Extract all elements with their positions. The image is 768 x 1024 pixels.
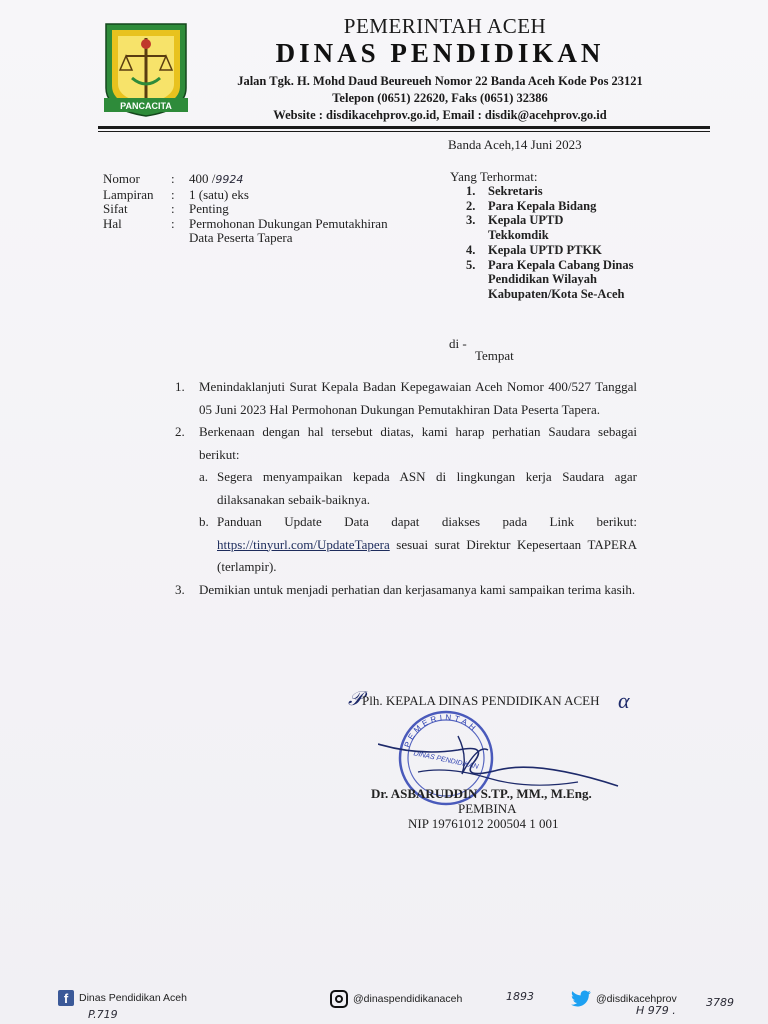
tapera-update-link[interactable]: https://tinyurl.com/UpdateTapera (217, 536, 390, 552)
meta-lampiran: Lampiran : 1 (satu) eks (103, 186, 249, 202)
logo-caption: PANCACITA (120, 101, 172, 111)
addressee-title: Yang Terhormat: (450, 169, 538, 184)
addressee-block (450, 169, 658, 302)
handwritten-note: P.719 (88, 1008, 118, 1021)
initial-mark-left: 𝒫 (348, 688, 363, 710)
addressee-item: 4. Kepala UPTD PTKK (466, 242, 602, 257)
aceh-emblem-logo (98, 18, 194, 118)
addressee-di: di - (449, 336, 467, 351)
meta-sifat: Sifat : Penting (103, 201, 229, 216)
government-name: PEMERINTAH ACEH (343, 14, 547, 38)
handwritten-note: 1893 (506, 990, 534, 1003)
header-rule-thick (98, 126, 710, 129)
twitter-icon (570, 990, 592, 1008)
addressee-item: 5. Para Kepala Cabang Dinas Pendidikan Wilayah Kabupaten/Kota Se-Aceh (466, 257, 634, 301)
initial-mark-right: α (618, 688, 630, 713)
instagram-icon (330, 990, 348, 1008)
hal-value-line2: Data Peserta Tapera (189, 230, 293, 245)
paragraph-2b: b. Panduan Update Data dapat diakses pada Link berikut: https://tinyurl.com/UpdateTapera sesuai surat Direktur Kepesertaan TAPERA (terlampir). (199, 514, 637, 574)
footer-facebook[interactable]: f Dinas Pendidikan Aceh (58, 990, 187, 1006)
letterhead-web: Website : disdikacehprov.go.id, Email : disdik@acehprov.go.id (273, 108, 607, 122)
department-name: DINAS PENDIDIKAN (275, 38, 605, 68)
facebook-icon: f (58, 990, 74, 1006)
addressee-tempat: Tempat (475, 348, 514, 363)
stamp-center-text: DINAS PENDIDIKAN (412, 750, 479, 771)
handwritten-note: H 979 . (636, 1004, 676, 1017)
letter-body (175, 376, 637, 601)
letter-meta (103, 172, 419, 246)
nomor-value: 400 / (189, 171, 216, 186)
paragraph-1: 1. Menindaklanjuti Surat Kepala Badan Kepegawaian Aceh Nomor 400/527 Tanggal 05 Juni 2023 Hal Permohonan Dukungan Pemutakhiran Data Peserta Tapera. (175, 379, 637, 417)
meta-nomor: Nomor : 400 /9924 (103, 171, 244, 186)
meta-hal: Hal : Permohonan Dukungan Pemutakhiran Data Peserta Tapera (103, 215, 388, 245)
nomor-handwritten: 9924 (215, 173, 244, 186)
letterhead-phone: Telepon (0651) 22620, Faks (0651) 32386 (332, 91, 548, 105)
signature-title: Plh. KEPALA DINAS PENDIDIKAN ACEH (362, 693, 600, 708)
paragraph-3: 3. Demikian untuk menjadi perhatian dan kerjasamanya kami sampaikan terima kasih. (175, 581, 636, 597)
addressee-list (466, 184, 658, 302)
header-rule-thin (98, 131, 710, 132)
footer-instagram[interactable]: @dinaspendidikanaceh (330, 990, 462, 1008)
letter-date: Banda Aceh,14 Juni 2023 (448, 137, 582, 152)
addressee-item: 1. Sekretaris (466, 184, 543, 198)
signatory-name: Dr. ASBARUDDIN S.TP., MM., M.Eng. (371, 786, 592, 801)
addressee-item: 3. Kepala UPTD Tekkomdik (466, 213, 564, 243)
letterhead-address: Jalan Tgk. H. Mohd Daud Beureueh Nomor 22 Banda Aceh Kode Pos 23121 (237, 74, 643, 88)
handwritten-note: 3789 (706, 996, 734, 1009)
signatory-rank: PEMBINA (458, 801, 517, 816)
addressee-item: 2. Para Kepala Bidang (466, 198, 597, 213)
stamp-top-text: PEMERINTAH (402, 712, 480, 749)
paragraph-2: 2. Berkenaan dengan hal tersebut diatas, kami harap perhatian Saudara sebagai berikut: (175, 424, 637, 462)
signatory-nip: NIP 19761012 200504 1 001 (408, 816, 559, 831)
paragraph-2a: a. Segera menyampaikan kepada ASN di lingkungan kerja Saudara agar dilaksanakan sebaik-baiknya. (199, 469, 637, 507)
hal-value-line1: Permohonan Dukungan Pemutakhiran (189, 215, 388, 231)
footer-twitter[interactable]: @disdikacehprov (570, 990, 677, 1008)
